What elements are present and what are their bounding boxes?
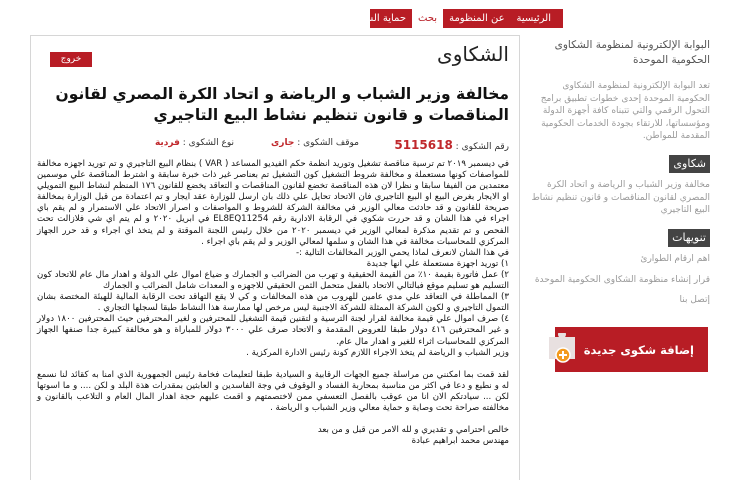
complaint-title: مخالفة وزير الشباب و الرياضة و اتحاد الكرة المصري لقانون المناقصات و قانون تنظيم نشاط البيع التاجيري	[55, 85, 509, 124]
body-paragraph: مهندس محمد ابراهيم عبادة	[411, 436, 509, 447]
body-paragraph: خالص احترامي و تقديري و لله الامر من قبل و من بعد	[317, 425, 509, 436]
nav-about[interactable]: عن المنظومة	[449, 13, 505, 24]
body-paragraph: ٤) صرف اموال علي قيمة مخالفة لقرار لجنة الترسية و لتقنين قيمة التشغيل للمحترفين و لغير المحترفين حيث المحترفين ١٨٠٠ دولار و غير المحترفين ٤١٦ دولار طبقا للعروض المقدمة و الاتحاد صرف علي ٣٠٠٠ دولار للمباراة و هو مخالفة كبيرة جدا صنفها الجهاز المركزي للمحاسبات اثراء للغير و اهدار مال عام.	[37, 314, 510, 347]
notice-decree[interactable]: قرار إنشاء منظومة الشكاوى الحكومية الموحدة	[534, 274, 710, 285]
notices-badge: تنويهات	[668, 229, 710, 248]
notice-emergency[interactable]: اهم ارقام الطوارئ	[640, 254, 710, 264]
complaint-link[interactable]: مخالفة وزير الشباب و الرياضة و اتحاد الكرة المصري لقانون المناقصات و قانون تنظيم نشاط البيع التاجيري	[531, 180, 710, 215]
portal-title: البوابة الإلكترونية لمنظومة الشكاوى الحكومية الموحدة	[554, 39, 710, 66]
notice-contact[interactable]: إتصل بنا	[679, 295, 710, 305]
sidebar	[530, 38, 710, 307]
add-complaint-label: إضافة شكوى جديدة	[583, 342, 694, 357]
body-paragraph: ١) توريد اجهزة مستعملة علي انها جديدة	[366, 258, 509, 269]
complaint-meta	[39, 138, 509, 152]
puzzle-plus-icon	[547, 333, 581, 363]
portal-description: تعد البوابة الإلكترونية لمنظومة الشكاوى الحكومية الموحدة إحدى خطوات تطبيق برامج التحول الرقمي والتي تتبناه كافة أجهزة الدولة ومؤسساتها، للارتقاء بجودة الخدمات الحكومية المقدمة للمواطن.	[540, 81, 710, 141]
spacer	[37, 414, 509, 425]
page-title: الشكاوى	[437, 42, 509, 66]
complaint-body	[37, 159, 509, 447]
body-paragraph: في هذا الشان لانعرف لماذا يحمي الوزير المخالفات التالية :-	[295, 247, 509, 258]
body-paragraph: لقد قمت بما امكنني من مراسلة جميع الجهات الرقابية و السيادية طبقا لتعليمات فخامة رئيس الجمهورية الذي امنا به كقائد لنا نسمع له و نطيع و دعا في اكثر من مناسبة بمحاربة الفساد و الوقوف في وجة الفاسدين و العابثين بمقدرات هذة البلد و لكن .... و ما اسوتها لكن ... سيادتكم الان انا من عوقب بالفصل التعسفي ممن لاختصمتهم و اقمت عليهم حجة اهدار المال العام و التلاعب بالقانون و مخالفته صراحة تحت وصاية و حماية معالي وزير الشباب و الرياضة .	[37, 369, 509, 413]
spacer	[37, 359, 509, 370]
nav-home[interactable]: الرئيسية	[516, 13, 551, 24]
body-paragraph: ٢) عمل فاتورة بقيمة ١٠٪ من القيمة الحقيقية و تهرب من الضرائب و الجمارك و ضياع اموال علي الدولة و اهدار مال عام للاتحاد كون التسليم هو تسليم موقع فبالتالي الاتحاد بالفعل متحمل الثمن الحقيقي للاجهزه و المعدات شامل الضرائب و الجمارك	[37, 269, 509, 292]
add-complaint-button[interactable]	[555, 327, 708, 372]
complaint-number: 5115618	[394, 138, 453, 152]
complaint-panel	[30, 35, 520, 480]
type-label: نوع الشكوى :	[182, 138, 234, 148]
number-label: رقم الشكوى :	[455, 142, 509, 152]
top-nav	[351, 9, 563, 28]
body-paragraph: ٣) المماطلة في التعاقد علي مدي عامين للهروب من هذه المخالفات و كي لا يقع التهاقد تحت الرقابة المالية للهيئة المختصة بشان التمول التاجيري و لكون الشركة الممثلة للشركة الاجنبية ليس مرخص لها ممارسة هذا النشاط طبقا لسجلها التجاري .	[37, 292, 509, 314]
nav-search[interactable]: بحث	[412, 9, 443, 28]
complaints-badge: شكاوى	[669, 155, 710, 174]
logout-button[interactable]: خروج	[50, 52, 92, 67]
body-paragraph: وزير الشباب و الرياضة لم يتخذ الاجراء اللازم كونة رئيس الادارة المركزية .	[246, 347, 509, 358]
nav-privacy[interactable]: حماية السرية	[351, 13, 407, 24]
complaint-status: جارى	[271, 138, 295, 148]
body-paragraph: في ديسمبر ٢٠١٩ تم ترسية مناقصة تشغيل وتوريد انظمة حكم الفيديو المساعد ( VAR ) بنظام البيع التاجيري و تم توريد اجهزه مخالفة للمواصفات كونها مستعملة و مخالفة شروط التشغيل كون التشغيل تم بعناصر غير ذات خبرة سابقة و اشترط المناقصة علي موسمين معتمدين من الفيفا سابقا و نظرا لان هذه المناقصة تخضع لقانون المناقصات و التعاقد يخضع للقانون ١٧٦ المنظم لنشاط البيع التمويلي او الايجار بغرض البيع او البيع التاجيري فان الاتحاد تحايل علي ذلك بان ارسل للوزارة عقد ايجار و تم اعتمادة من قبل الوزارة بمخالفة صريحة للقانون و قد حادثت معالي الوزير في مخالفة الشركة للشروط و المواصفات و اصرار الاتحاد علي الاستمرار و لم يقم باي اجراء في هذا الشان و قد حررت شكوي في الرقابة الادارية رقم EL8EQ11254 في ابريل ٢٠٢٠ و لم يتم اي شي فلازالت تحت الفحص و تم تقديم مذكرة لمعالي الوزير في ديسمبر ٢٠٢٠ من خلال رئيس اللجنة الموقتة و لم يتخذ اي اجراء و قد حرر الجهاز المركزي للمحاسبات مخالفة في هذا الشان و سلمها لمعالي الوزير و لم يقم باي اجراء .	[37, 159, 509, 247]
status-label: موقف الشكوى :	[297, 138, 359, 148]
complaint-type: فردية	[154, 138, 180, 148]
